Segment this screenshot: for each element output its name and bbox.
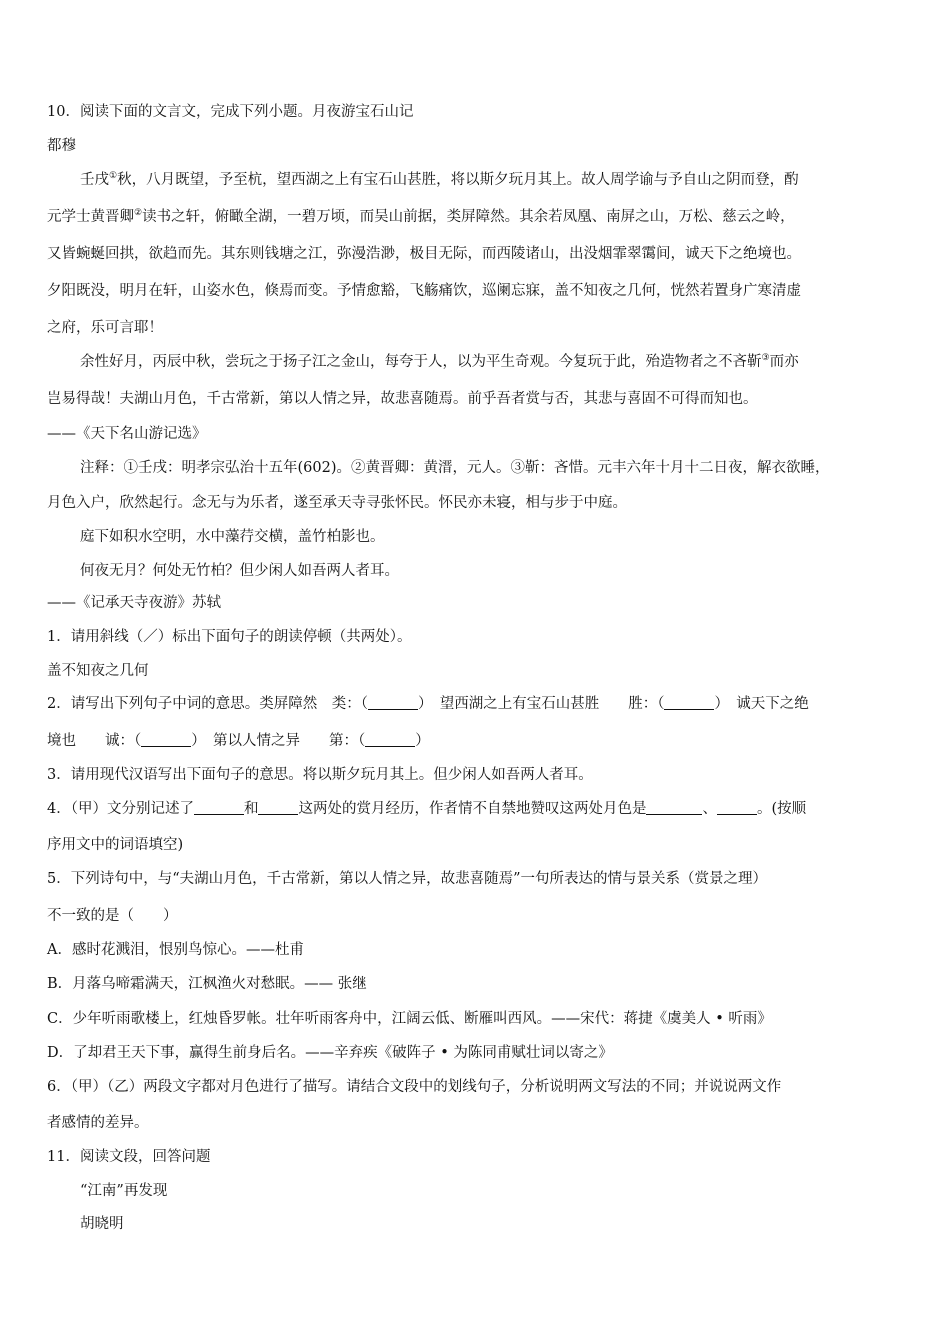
q11-title: 11．阅读文段，回答问题 [47, 1149, 211, 1165]
q11-article-title: “江南”再发现 [80, 1183, 168, 1199]
q10-title: 10．阅读下面的文言文，完成下列小题。月夜游宝石山记 [47, 104, 414, 120]
answer-blank[interactable] [664, 695, 714, 710]
q2-line2: 境也 诚：（ ） 第以人情之异 第：（ ） [47, 733, 430, 749]
q10-p1-line5: 之府，乐可言耶！ [47, 320, 163, 336]
q10-p3: 庭下如积水空明，水中藻荇交横，盖竹柏影也。 [80, 529, 385, 545]
q5-line2: 不一致的是（ ） [47, 908, 178, 924]
q5-option-b: B．月落乌啼霜满天，江枫渔火对愁眠。—— 张继 [47, 976, 367, 992]
q10-author: 都穆 [47, 138, 76, 154]
q10-notes-line2: 月色入户，欣然起行。念无与为乐者，遂至承天寺寻张怀民。怀民亦未寝，相与步于中庭。 [47, 495, 627, 511]
q6-line1: 6．（甲）（乙）两段文字都对月色进行了描写。请结合文段中的划线句子，分析说明两文写法的不同；并说说两文作 [47, 1079, 782, 1095]
q10-p2-line1: 余性好月，丙辰中秋，尝玩之于扬子江之金山，每夸于人，以为平生奇观。今复玩于此，殆造物者之不吝靳③而亦 [80, 353, 799, 370]
answer-blank[interactable] [646, 800, 702, 815]
q6-line2: 者感情的差异。 [47, 1115, 149, 1131]
q5-option-c: C．少年听雨歌楼上，红烛昏罗帐。壮年听雨客舟中，江阔云低、断雁叫西风。——宋代：蒋捷《虞美人 • 听雨》 [47, 1011, 772, 1027]
q10-p2-line2: 岂易得哉！夫湖山月色，千古常新，第以人情之异，故悲喜随焉。前乎吾者赏与否，其悲与喜固不可得而知也。 [47, 391, 758, 407]
q1-sentence: 盖不知夜之几何 [47, 663, 149, 679]
q10-p4: 何夜无月？何处无竹柏？但少闲人如吾两人者耳。 [80, 563, 399, 579]
q10-p1-line1: 壬戌①秋，八月既望，予至杭，望西湖之上有宝石山甚胜，将以斯夕玩月其上。故人周学谕与予自山之阴而登，酌 [80, 171, 799, 188]
q4-line2: 序用文中的词语填空) [47, 837, 184, 853]
answer-blank[interactable] [194, 800, 244, 815]
q10-source2: ——《记承天寺夜游》苏轼 [47, 595, 221, 611]
q5-line1: 5．下列诗句中，与“夫湖山月色，千古常新，第以人情之异，故悲喜随焉”一句所表达的情与景关系（赏景之理） [47, 871, 768, 887]
q1-text: 1．请用斜线（／）标出下面句子的朗读停顿（共两处）。 [47, 629, 412, 645]
q10-source1: ——《天下名山游记选》 [47, 426, 207, 442]
q4-line1: 4．（甲）文分别记述了 和 这两处的赏月经历，作者情不自禁地赞叹这两处月色是 、 。(按顺 [47, 801, 807, 817]
q2-line1: 2．请写出下列句子中词的意思。类屏障然 类：（ ） 望西湖之上有宝石山甚胜 胜：（ ） 诚天下之绝 [47, 696, 809, 712]
q11-author: 胡晓明 [80, 1216, 124, 1232]
answer-blank[interactable] [141, 732, 191, 747]
q5-option-d: D．了却君王天下事，赢得生前身后名。——辛弃疾《破阵子 • 为陈同甫赋壮词以寄之》 [47, 1045, 613, 1061]
answer-blank[interactable] [368, 695, 418, 710]
q10-p1-line2: 元学士黄晋卿②读书之轩，俯瞰全湖，一碧万顷，而吴山前据，类屏障然。其余若凤凰、南屏之山，万松、慈云之岭， [47, 208, 795, 225]
q10-p1-line4: 夕阳既没，明月在轩，山姿水色，倏焉而变。予情愈豁，飞觞痛饮，巡阑忘寐，盖不知夜之几何，恍然若置身广寒清虚 [47, 283, 801, 299]
answer-blank[interactable] [365, 732, 415, 747]
answer-blank[interactable] [258, 800, 298, 815]
q10-p1-line3: 又皆蜿蜒回拱，欲趋而先。其东则钱塘之江，弥漫浩渺，极目无际，而西陵诸山，出没烟霏翠霭间，诚天下之绝境也。 [47, 246, 801, 262]
answer-blank[interactable] [717, 800, 757, 815]
q10-notes-line1: 注释：①壬戌：明孝宗弘治十五年(602)。②黄晋卿：黄溍，元人。③靳：吝惜。元丰六年十月十二日夜，解衣欲睡， [80, 460, 830, 476]
q3-text: 3．请用现代汉语写出下面句子的意思。将以斯夕玩月其上。但少闲人如吾两人者耳。 [47, 767, 593, 783]
q5-option-a: A．感时花溅泪，恨别鸟惊心。——杜甫 [47, 942, 304, 958]
